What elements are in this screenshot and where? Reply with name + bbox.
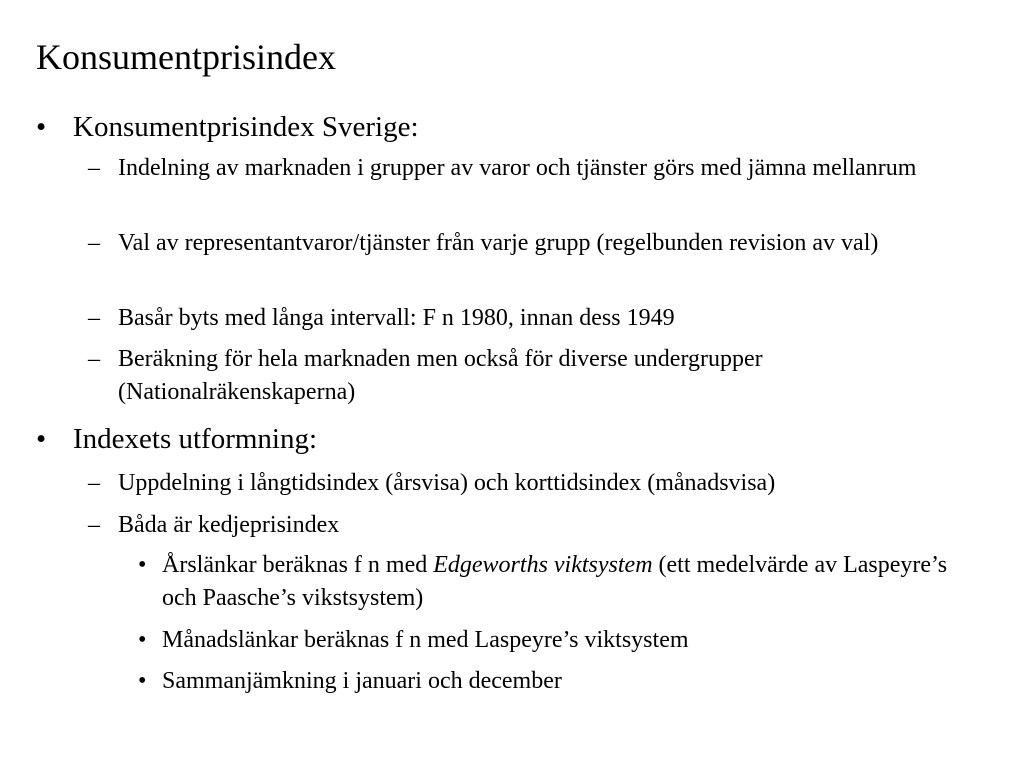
dash-marker: – (88, 512, 100, 538)
sub-sub-item-text: Månadslänkar beräknas f n med Laspeyre’s viktsystem (162, 627, 689, 653)
sub-item-text: Indelning av marknaden i grupper av varor och tjänster görs med jämna mellanrum (118, 155, 917, 181)
sub-sub-item-arslankar (138, 549, 978, 615)
bullet-marker-small: • (138, 668, 147, 694)
sub-item-indelning (88, 152, 948, 185)
dash-marker: – (88, 155, 100, 181)
sub-item-text: Båda är kedjeprisindex (118, 512, 340, 538)
bullet-marker: • (36, 423, 47, 455)
dash-marker: – (88, 230, 100, 256)
sub-item-basar (88, 302, 948, 335)
sub-item-berakning (88, 343, 948, 409)
bullet-marker-small: • (138, 627, 147, 653)
bullet-marker-small: • (138, 552, 147, 578)
italic-term: Edgeworths viktsystem (433, 552, 653, 578)
sub-item-uppdelning (88, 467, 948, 500)
dash-marker: – (88, 305, 100, 331)
sub-sub-item-sammanjamkning (138, 665, 978, 698)
text-after: (ett medelvärde av Laspeyre’s och Paasche’s vikstsystem) (162, 552, 948, 611)
bullet-heading: Indexets utformning: (73, 423, 318, 455)
bullet-heading: Konsumentprisindex Sverige: (73, 111, 419, 143)
sub-item-text: Beräkning för hela marknaden men också för diverse undergrupper (Nationalräkenskaperna) (118, 346, 763, 405)
dash-marker: – (88, 346, 100, 372)
sub-sub-item-text: Sammanjämkning i januari och december (162, 668, 562, 694)
sub-item-val-av-representantvaror (88, 227, 948, 260)
text-before: Årslänkar beräknas f n med (162, 552, 434, 578)
dash-marker: – (88, 470, 100, 496)
sub-item-text: Uppdelning i långtidsindex (årsvisa) och korttidsindex (månadsvisa) (118, 470, 776, 496)
sub-item-bada-ar-kedjeprisindex (88, 509, 948, 542)
slide-title: Konsumentprisindex (36, 37, 336, 77)
sub-sub-item-text (162, 549, 978, 615)
bullet-marker: • (36, 111, 47, 143)
sub-sub-item-manadslankar (138, 624, 978, 657)
sub-item-text: Basår byts med långa intervall: F n 1980, innan dess 1949 (118, 305, 675, 331)
sub-item-text: Val av representantvaror/tjänster från varje grupp (regelbunden revision av val) (118, 230, 879, 256)
